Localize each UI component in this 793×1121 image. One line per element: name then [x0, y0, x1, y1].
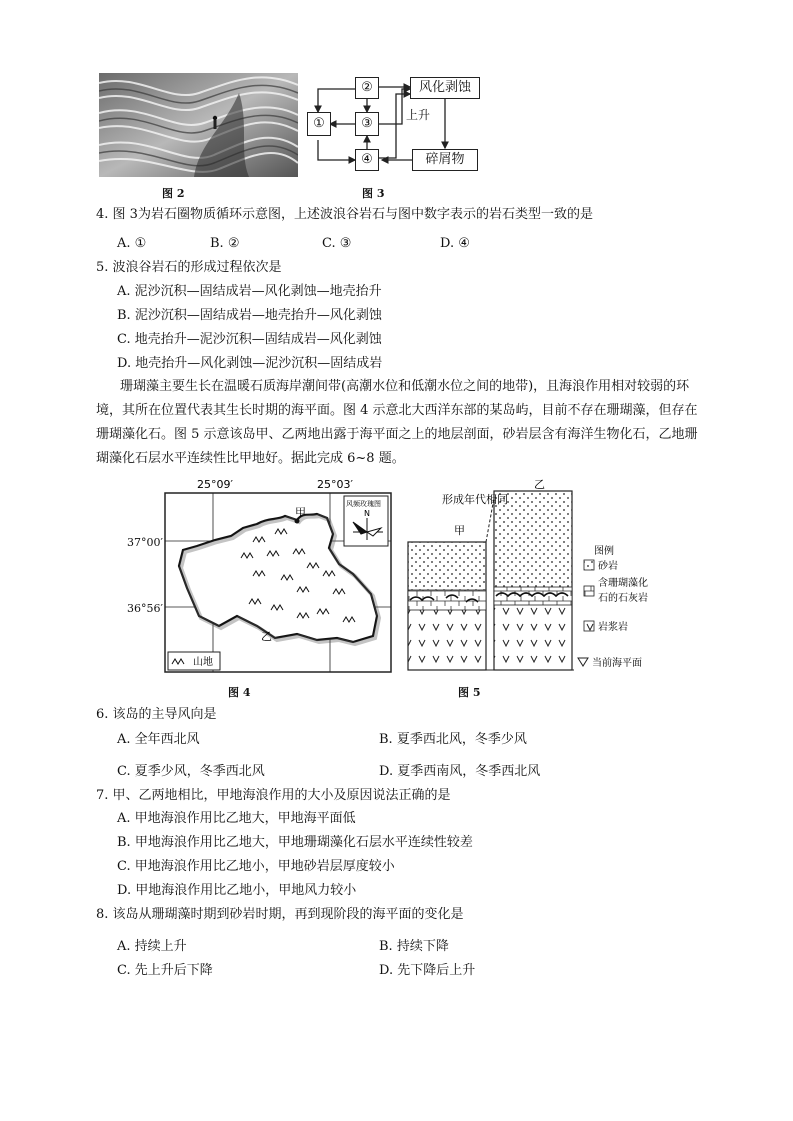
- question-4-stem: 4. 图 3为岩石圈物质循环示意图，上述波浪谷岩石与图中数字表示的岩石类型一致的是: [96, 207, 593, 222]
- q4-option-a: A. ①: [117, 236, 147, 251]
- q7-option-c: C. 甲地海浪作用比乙地小，甲地砂岩层厚度较小: [117, 859, 395, 874]
- legend-magma-swatch: [584, 621, 594, 631]
- question-5-stem: 5. 波浪谷岩石的形成过程依次是: [96, 260, 282, 275]
- question-6-stem: 6. 该岛的主导风向是: [96, 707, 217, 722]
- q8-option-a: A. 持续上升: [117, 939, 187, 954]
- site-jia-marker: [295, 519, 300, 524]
- wave-valley-photo: [99, 73, 298, 177]
- q8-option-c: C. 先上升后下降: [117, 963, 213, 978]
- island-map: [157, 476, 400, 676]
- legend-sea-level-label: 当前海平面: [592, 658, 642, 669]
- rock-cycle-diagram: [300, 72, 485, 180]
- yi-magma-layer: [494, 605, 572, 670]
- q5-option-c: C. 地壳抬升—泥沙沉积—固结成岩—风化剥蚀: [117, 332, 382, 347]
- strata-profile: [402, 476, 692, 676]
- rock-node-1: ①: [307, 112, 331, 136]
- q6-option-d: D. 夏季西南风，冬季西北风: [379, 764, 541, 779]
- debris-box: 碎屑物: [412, 149, 478, 171]
- reading-passage: 珊瑚藻主要生长在温暖石质海岸潮间带(高潮水位和低潮水位之间的地带)，且海浪作用相对较弱的环境，其所在位置代表其生长时期的海平面。图 4 示意北大西洋东部的某岛屿，目前不存在珊瑚藻，但存在珊瑚藻化石。图 5 示意该岛甲、乙两地出露于海平面之上的地层剖面，砂岩层含有海洋生物化石，乙地珊瑚藻化石层水平连续性比甲地好。据此完成 6~8 题。: [96, 379, 698, 466]
- fig5-caption: 图 5: [458, 686, 481, 699]
- column-yi-label: 乙: [534, 478, 545, 491]
- question-7-stem: 7. 甲、乙两地相比，甲地海浪作用的大小及原因说法正确的是: [96, 788, 451, 803]
- lon-label-2: 25°03′: [317, 478, 353, 491]
- rock-node-3: ③: [355, 112, 379, 136]
- legend-limestone-swatch: [584, 586, 594, 596]
- fig3-caption: 图 3: [362, 187, 385, 200]
- q8-option-b: B. 持续下降: [379, 939, 449, 954]
- same-age-label: 形成年代相同: [442, 493, 508, 506]
- rock-node-2: ②: [355, 77, 379, 99]
- q6-option-a: A. 全年西北风: [117, 732, 200, 747]
- legend-mountain-label: 山地: [193, 657, 213, 668]
- q4-option-b: B. ②: [210, 236, 240, 251]
- legend-magma-label: 岩浆岩: [598, 622, 628, 633]
- q5-option-a: A. 泥沙沉积—固结成岩—风化剥蚀—地壳抬升: [117, 284, 382, 299]
- legend-limestone-label-1: 含珊瑚藻化: [598, 578, 648, 589]
- legend-sandstone-label: 砂岩: [598, 561, 618, 572]
- question-8-stem: 8. 该岛从珊瑚藻时期到砂岩时期，再到现阶段的海平面的变化是: [96, 907, 464, 922]
- weathering-box: 风化剥蚀: [410, 77, 480, 99]
- legend-limestone-label-2: 石的石灰岩: [598, 593, 648, 604]
- q4-option-c: C. ③: [322, 236, 352, 251]
- site-yi-label: 乙: [261, 630, 272, 643]
- q6-option-b: B. 夏季西北风，冬季少风: [379, 732, 527, 747]
- north-label: N: [364, 509, 370, 518]
- lat-label-2: 36°56′: [127, 602, 163, 615]
- fig4-caption: 图 4: [228, 686, 251, 699]
- q5-option-b: B. 泥沙沉积—固结成岩—地壳抬升—风化剥蚀: [117, 308, 382, 323]
- q7-option-d: D. 甲地海浪作用比乙地小，甲地风力较小: [117, 883, 357, 898]
- jia-magma-layer: [408, 610, 486, 670]
- q7-option-a: A. 甲地海浪作用比乙地大，甲地海平面低: [117, 811, 356, 826]
- jia-sandstone-layer: [408, 542, 486, 590]
- q4-option-d: D. ④: [440, 236, 470, 251]
- fig5-legend-title: 图例: [594, 546, 614, 557]
- legend-sandstone-swatch: [584, 560, 594, 570]
- q8-option-d: D. 先下降后上升: [379, 963, 476, 978]
- site-jia-label: 甲: [295, 506, 306, 519]
- rock-node-4: ④: [355, 149, 379, 171]
- wind-rose-title: 风频玫瑰图: [346, 500, 381, 508]
- uplift-label: 上升: [406, 108, 431, 122]
- column-jia-label: 甲: [454, 524, 465, 537]
- sea-level-icon: [578, 658, 588, 666]
- q6-option-c: C. 夏季少风，冬季西北风: [117, 764, 265, 779]
- q5-option-d: D. 地壳抬升—风化剥蚀—泥沙沉积—固结成岩: [117, 356, 383, 371]
- fig2-caption: 图 2: [162, 187, 185, 200]
- lat-label-1: 37°00′: [127, 536, 163, 549]
- q7-option-b: B. 甲地海浪作用比乙地大，甲地珊瑚藻化石层水平连续性较差: [117, 835, 473, 850]
- lon-label-1: 25°09′: [197, 478, 233, 491]
